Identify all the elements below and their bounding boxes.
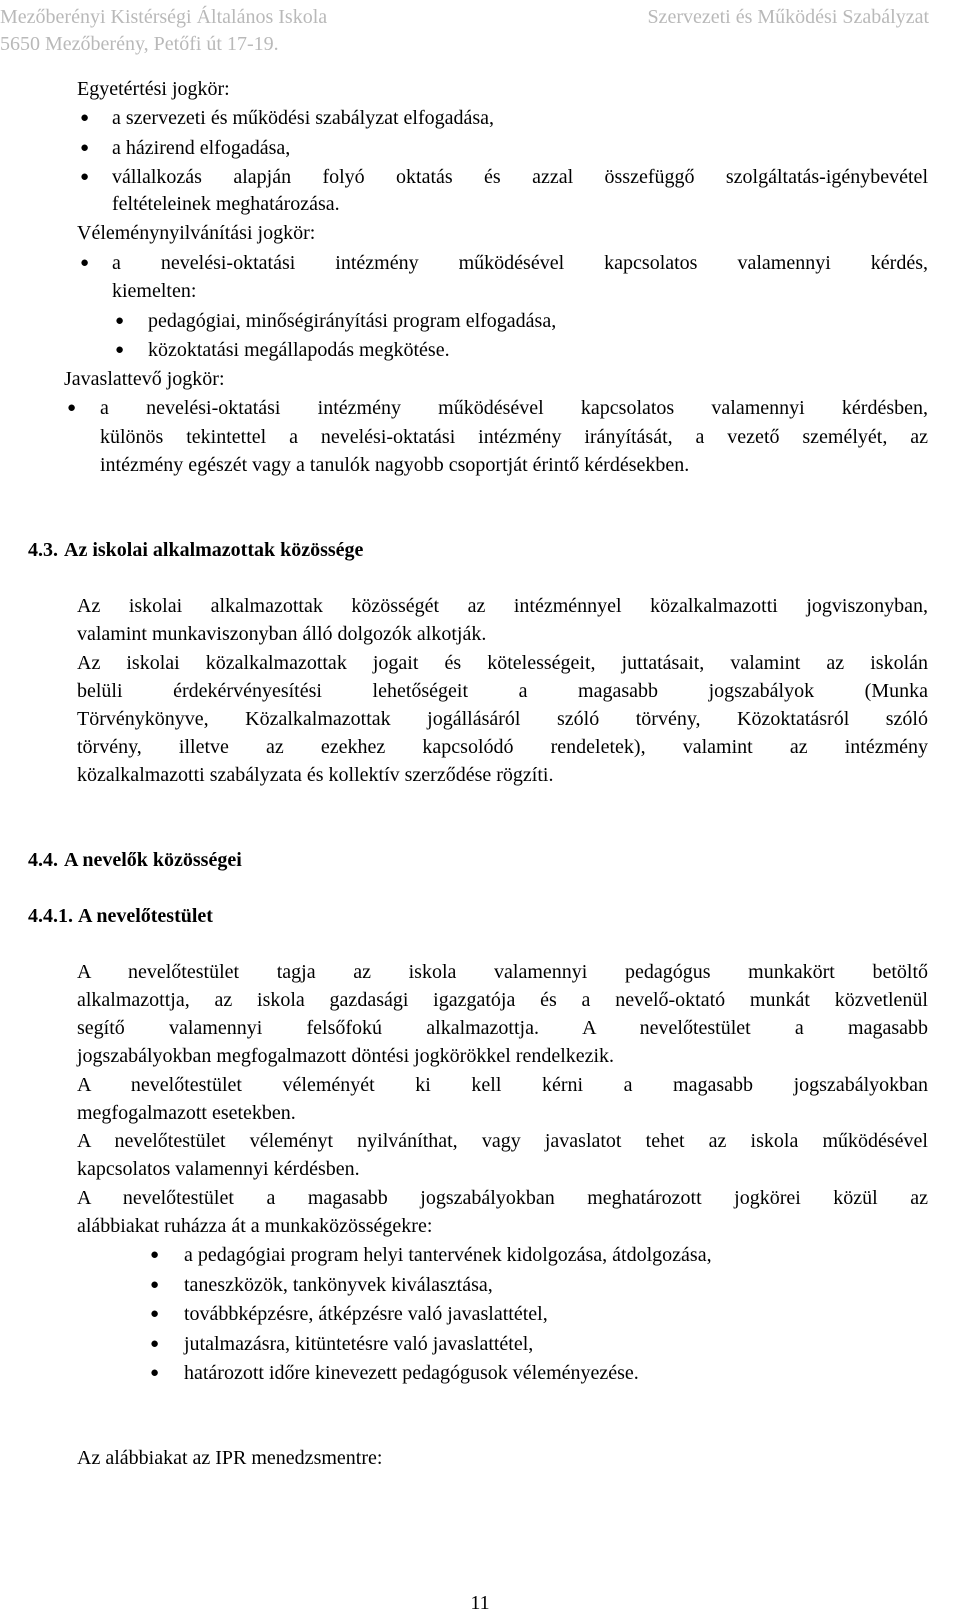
section-number: 4.4.: [28, 849, 58, 871]
paragraph-line: megfogalmazott esetekben.: [77, 1102, 296, 1124]
bullet-icon: ●: [150, 1247, 160, 1263]
velemeny-title: Véleménynyilvánítási jogkör:: [77, 222, 316, 244]
list-item-continuation: intézmény egészét vagy a tanulók nagyobb csoportját érintő kérdésekben.: [100, 454, 690, 476]
list-item-continuation: kiemelten:: [112, 280, 197, 302]
bullet-icon: ●: [80, 169, 90, 185]
paragraph-line: A nevelőtestület véleményt nyilváníthat, vagy javaslatot tehet az iskola működésével: [77, 1130, 928, 1152]
paragraph-line: alkalmazottja, az iskola gazdasági igazgatója és a nevelő-oktató munkát közvetlenül: [77, 989, 928, 1011]
bullet-icon: ●: [67, 400, 77, 416]
list-item-continuation: feltételeinek meghatározása.: [112, 193, 340, 215]
sub-list-item: közoktatási megállapodás megkötése.: [148, 339, 450, 361]
section-number: 4.4.1.: [28, 905, 73, 927]
paragraph-line: Az iskolai alkalmazottak közösségét az intézménnyel közalkalmazotti jogviszonyban,: [77, 595, 928, 617]
paragraph-line: jogszabályokban megfogalmazott döntési jogkörökkel rendelkezik.: [77, 1045, 615, 1067]
list-item: taneszközök, tankönyvek kiválasztása,: [184, 1274, 493, 1296]
list-item: továbbképzésre, átképzésre való javaslattétel,: [184, 1303, 548, 1325]
bullet-icon: ●: [115, 313, 125, 329]
list-item: határozott időre kinevezett pedagógusok véleményezése.: [184, 1362, 639, 1384]
page-number: 11: [470, 1592, 490, 1614]
javaslat-title: Javaslattevő jogkör:: [64, 368, 225, 390]
list-item: a házirend elfogadása,: [112, 137, 291, 159]
list-item: vállalkozás alapján folyó oktatás és azzal összefüggő szolgáltatás-igénybevétel: [112, 166, 928, 188]
header-document-title: Szervezeti és Működési Szabályzat: [647, 6, 929, 28]
section-heading: A nevelőtestület: [78, 905, 213, 927]
list-item: jutalmazásra, kitüntetésre való javaslattétel,: [184, 1333, 534, 1355]
paragraph-line: közalkalmazotti szabályzata és kollektív szerződése rögzíti.: [77, 764, 554, 786]
list-item-continuation: különös tekintettel a nevelési-oktatási intézmény irányítását, a vezető személyét, az: [100, 426, 928, 448]
section-heading: A nevelők közösségei: [64, 849, 242, 871]
paragraph-line: A nevelőtestület tagja az iskola valamennyi pedagógus munkakört betöltő: [77, 961, 928, 983]
list-item: a pedagógiai program helyi tantervének kidolgozása, átdolgozása,: [184, 1244, 712, 1266]
paragraph-line: A nevelőtestület véleményét ki kell kérni a magasabb jogszabályokban: [77, 1074, 928, 1096]
section-heading: Az iskolai alkalmazottak közössége: [64, 539, 364, 561]
egyetertesi-title: Egyetértési jogkör:: [77, 78, 230, 100]
bullet-icon: ●: [80, 110, 90, 126]
paragraph-line: valamint munkaviszonyban álló dolgozók alkotják.: [77, 623, 487, 645]
paragraph-line: kapcsolatos valamennyi kérdésben.: [77, 1158, 360, 1180]
paragraph-line: alábbiakat ruházza át a munkaközösségekre:: [77, 1215, 433, 1237]
bullet-icon: ●: [80, 140, 90, 156]
header-school: Mezőberényi Kistérségi Általános Iskola: [0, 6, 328, 28]
header-address: 5650 Mezőberény, Petőfi út 17-19.: [0, 33, 279, 55]
list-item: a nevelési-oktatási intézmény működésével kapcsolatos valamennyi kérdés,: [112, 252, 928, 274]
bullet-icon: ●: [150, 1277, 160, 1293]
list-item: a nevelési-oktatási intézmény működésével kapcsolatos valamennyi kérdésben,: [100, 397, 928, 419]
section-number: 4.3.: [28, 539, 58, 561]
sub-list-item: pedagógiai, minőségirányítási program elfogadása,: [148, 310, 557, 332]
bullet-icon: ●: [80, 255, 90, 271]
paragraph-line: Az iskolai közalkalmazottak jogait és kötelességeit, juttatásait, valamint az iskolán: [77, 652, 928, 674]
paragraph-line: Törvénykönyve, Közalkalmazottak jogállásáról szóló törvény, Közoktatásról szóló: [77, 708, 928, 730]
paragraph-line: Az alábbiakat az IPR menedzsmentre:: [77, 1447, 383, 1469]
paragraph-line: A nevelőtestület a magasabb jogszabályokban meghatározott jogkörei közül az: [77, 1187, 928, 1209]
paragraph-line: törvény, illetve az ezekhez kapcsolódó rendeletek), valamint az intézmény: [77, 736, 928, 758]
bullet-icon: ●: [150, 1336, 160, 1352]
bullet-icon: ●: [115, 342, 125, 358]
list-item: a szervezeti és működési szabályzat elfogadása,: [112, 107, 495, 129]
bullet-icon: ●: [150, 1306, 160, 1322]
paragraph-line: belüli érdekérvényesítési lehetőségeit a magasabb jogszabályok (Munka: [77, 680, 928, 702]
bullet-icon: ●: [150, 1365, 160, 1381]
paragraph-line: segítő valamennyi felsőfokú alkalmazottja. A nevelőtestület a magasabb: [77, 1017, 928, 1039]
